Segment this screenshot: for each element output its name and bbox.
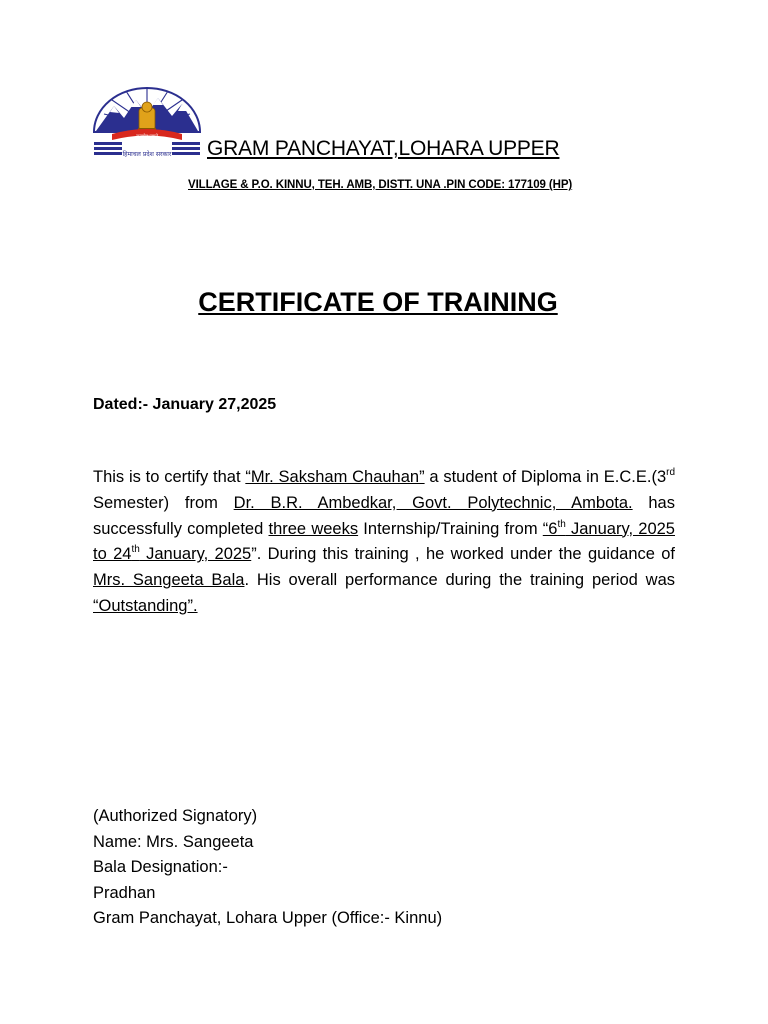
signatory-block	[93, 804, 442, 932]
guide-name: Mrs. Sangeeta Bala	[93, 571, 245, 590]
certificate-title: CERTIFICATE OF TRAINING	[198, 287, 558, 317]
training-duration: three weeks	[268, 519, 359, 538]
body-text-segment: . His overall performance during the training period was	[244, 571, 676, 590]
performance-rating: “Outstanding”.	[93, 596, 198, 615]
certificate-body	[93, 465, 675, 620]
signatory-office: Gram Panchayat, Lohara Upper (Office:- Kinnu)	[93, 909, 443, 927]
signatory-name: Name: Mrs. Sangeeta	[93, 832, 254, 851]
college-name: Dr. B.R. Ambedkar, Govt. Polytechnic, Ambota.	[233, 493, 633, 512]
body-text-segment: This is to certify that	[93, 468, 246, 486]
period-end-superscript: th	[131, 544, 140, 556]
body-text-segment: a student of Diploma in E.C.E.(3	[424, 468, 667, 486]
logo-banner-text: हिमाचल प्रदेश सरकार	[122, 151, 172, 158]
organization-name: GRAM PANCHAYAT,LOHARA UPPER	[207, 137, 560, 160]
period-middle: January, 2025 to 24	[93, 519, 675, 564]
himachal-government-logo	[92, 84, 202, 164]
body-text-segment: Semester) from	[93, 493, 234, 512]
period-start-superscript: th	[557, 518, 566, 530]
certificate-date: Dated:- January 27,2025	[93, 396, 277, 413]
organization-address: VILLAGE & P.O. KINNU, TEH. AMB, DISTT. UNA .PIN CODE: 177109 (HP)	[188, 179, 573, 191]
student-name: “Mr. Saksham Chauhan”	[245, 468, 425, 486]
signatory-designation: Pradhan	[93, 883, 156, 902]
body-text-segment: has successfully completed	[93, 493, 675, 538]
logo-emblem-text: सत्यमेव जयते	[135, 134, 159, 140]
period-end: January, 2025	[139, 545, 252, 564]
body-text-segment: Internship/Training from	[358, 519, 543, 538]
semester-superscript: rd	[666, 467, 676, 478]
body-text-segment: ”. During this training , he worked under the guidance of	[251, 545, 676, 564]
signatory-designation-label: Bala Designation:-	[93, 858, 228, 876]
signatory-title: (Authorized Signatory)	[93, 807, 258, 825]
period-start: “6	[542, 519, 558, 538]
